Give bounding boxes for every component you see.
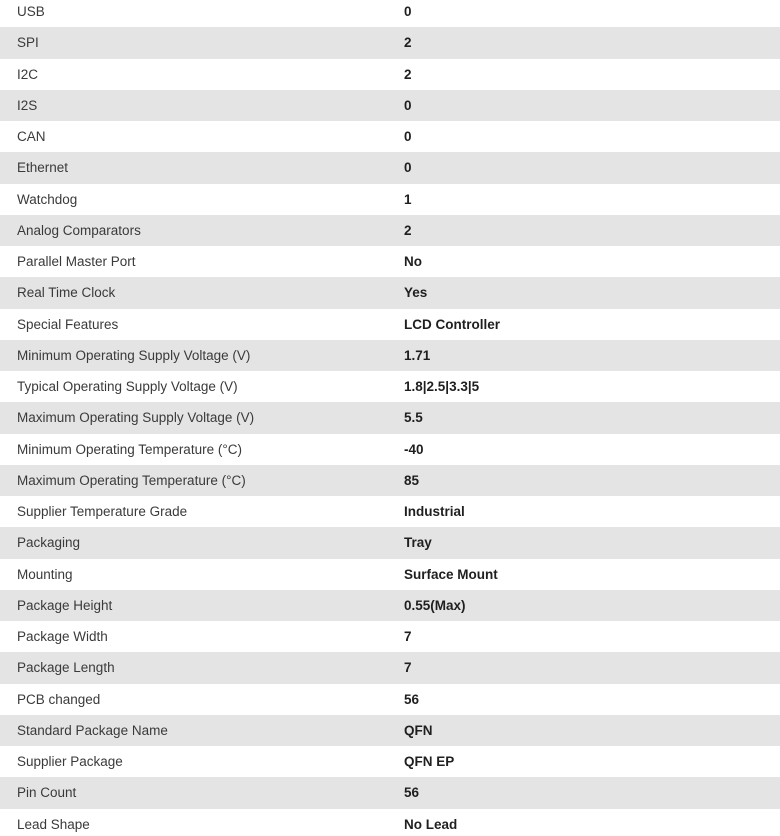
table-row (0, 496, 780, 527)
spec-value: 0 (404, 160, 412, 176)
spec-label: Standard Package Name (17, 722, 168, 738)
spec-value: 85 (404, 472, 420, 488)
spec-label: Analog Comparators (17, 222, 141, 238)
spec-label: Packaging (17, 535, 81, 551)
spec-label: Watchdog (17, 191, 78, 207)
spec-value: Tray (404, 535, 432, 551)
table-row (0, 340, 780, 371)
spec-label: I2S (17, 97, 38, 113)
table-row (0, 746, 780, 777)
table-row (0, 371, 780, 402)
spec-value: 7 (404, 660, 412, 676)
spec-value: Surface Mount (404, 566, 498, 582)
spec-label: Lead Shape (17, 816, 90, 832)
spec-label: Package Height (17, 597, 113, 613)
spec-value: 56 (404, 691, 420, 707)
spec-label: Mounting (17, 566, 73, 582)
table-row (0, 121, 780, 152)
table-row (0, 309, 780, 340)
table-row (0, 715, 780, 746)
spec-value: 56 (404, 785, 420, 801)
spec-value: LCD Controller (404, 316, 500, 332)
spec-label: Real Time Clock (17, 285, 116, 301)
table-row (0, 434, 780, 465)
spec-label: SPI (17, 35, 39, 51)
table-row (0, 777, 780, 808)
table-row (0, 590, 780, 621)
table-row (0, 465, 780, 496)
spec-value: QFN EP (404, 754, 455, 770)
spec-label: Parallel Master Port (17, 254, 136, 270)
table-row (0, 527, 780, 558)
spec-value: 5.5 (404, 410, 423, 426)
table-row (0, 652, 780, 683)
spec-label: Minimum Operating Temperature (°C) (17, 441, 242, 457)
spec-value: 1.8|2.5|3.3|5 (404, 379, 480, 395)
spec-label: Maximum Operating Supply Voltage (V) (17, 410, 255, 426)
table-row (0, 402, 780, 433)
spec-value: Yes (404, 285, 428, 301)
spec-label: CAN (17, 129, 46, 145)
spec-label: Package Length (17, 660, 115, 676)
spec-label: Special Features (17, 316, 119, 332)
spec-label: I2C (17, 66, 39, 82)
spec-value: 1 (404, 191, 412, 207)
spec-value: 2 (404, 222, 412, 238)
table-row (0, 0, 780, 27)
spec-value: 0 (404, 4, 412, 20)
spec-label: Minimum Operating Supply Voltage (V) (17, 347, 251, 363)
spec-value: No Lead (404, 816, 458, 832)
table-row (0, 559, 780, 590)
spec-value: -40 (404, 441, 424, 457)
spec-value: No (404, 254, 422, 270)
table-row (0, 27, 780, 58)
table-row (0, 684, 780, 715)
spec-value: QFN (404, 722, 433, 738)
table-row (0, 59, 780, 90)
spec-label: USB (17, 4, 45, 20)
spec-value: 1.71 (404, 347, 431, 363)
table-row (0, 621, 780, 652)
table-row (0, 152, 780, 183)
spec-value: Industrial (404, 504, 465, 520)
spec-value: 7 (404, 629, 412, 645)
spec-label: Maximum Operating Temperature (°C) (17, 472, 246, 488)
spec-value: 0.55(Max) (404, 597, 466, 613)
spec-label: Package Width (17, 629, 108, 645)
spec-value: 2 (404, 66, 412, 82)
spec-value: 0 (404, 97, 412, 113)
table-row (0, 215, 780, 246)
spec-label: Supplier Temperature Grade (17, 504, 188, 520)
table-row (0, 246, 780, 277)
spec-label: Ethernet (17, 160, 69, 176)
table-row (0, 90, 780, 121)
table-row (0, 809, 780, 836)
spec-value: 2 (404, 35, 412, 51)
spec-label: Typical Operating Supply Voltage (V) (17, 379, 238, 395)
spec-label: Supplier Package (17, 754, 123, 770)
spec-value: 0 (404, 129, 412, 145)
spec-label: PCB changed (17, 691, 101, 707)
table-row (0, 184, 780, 215)
spec-label: Pin Count (17, 785, 77, 801)
table-row (0, 277, 780, 308)
